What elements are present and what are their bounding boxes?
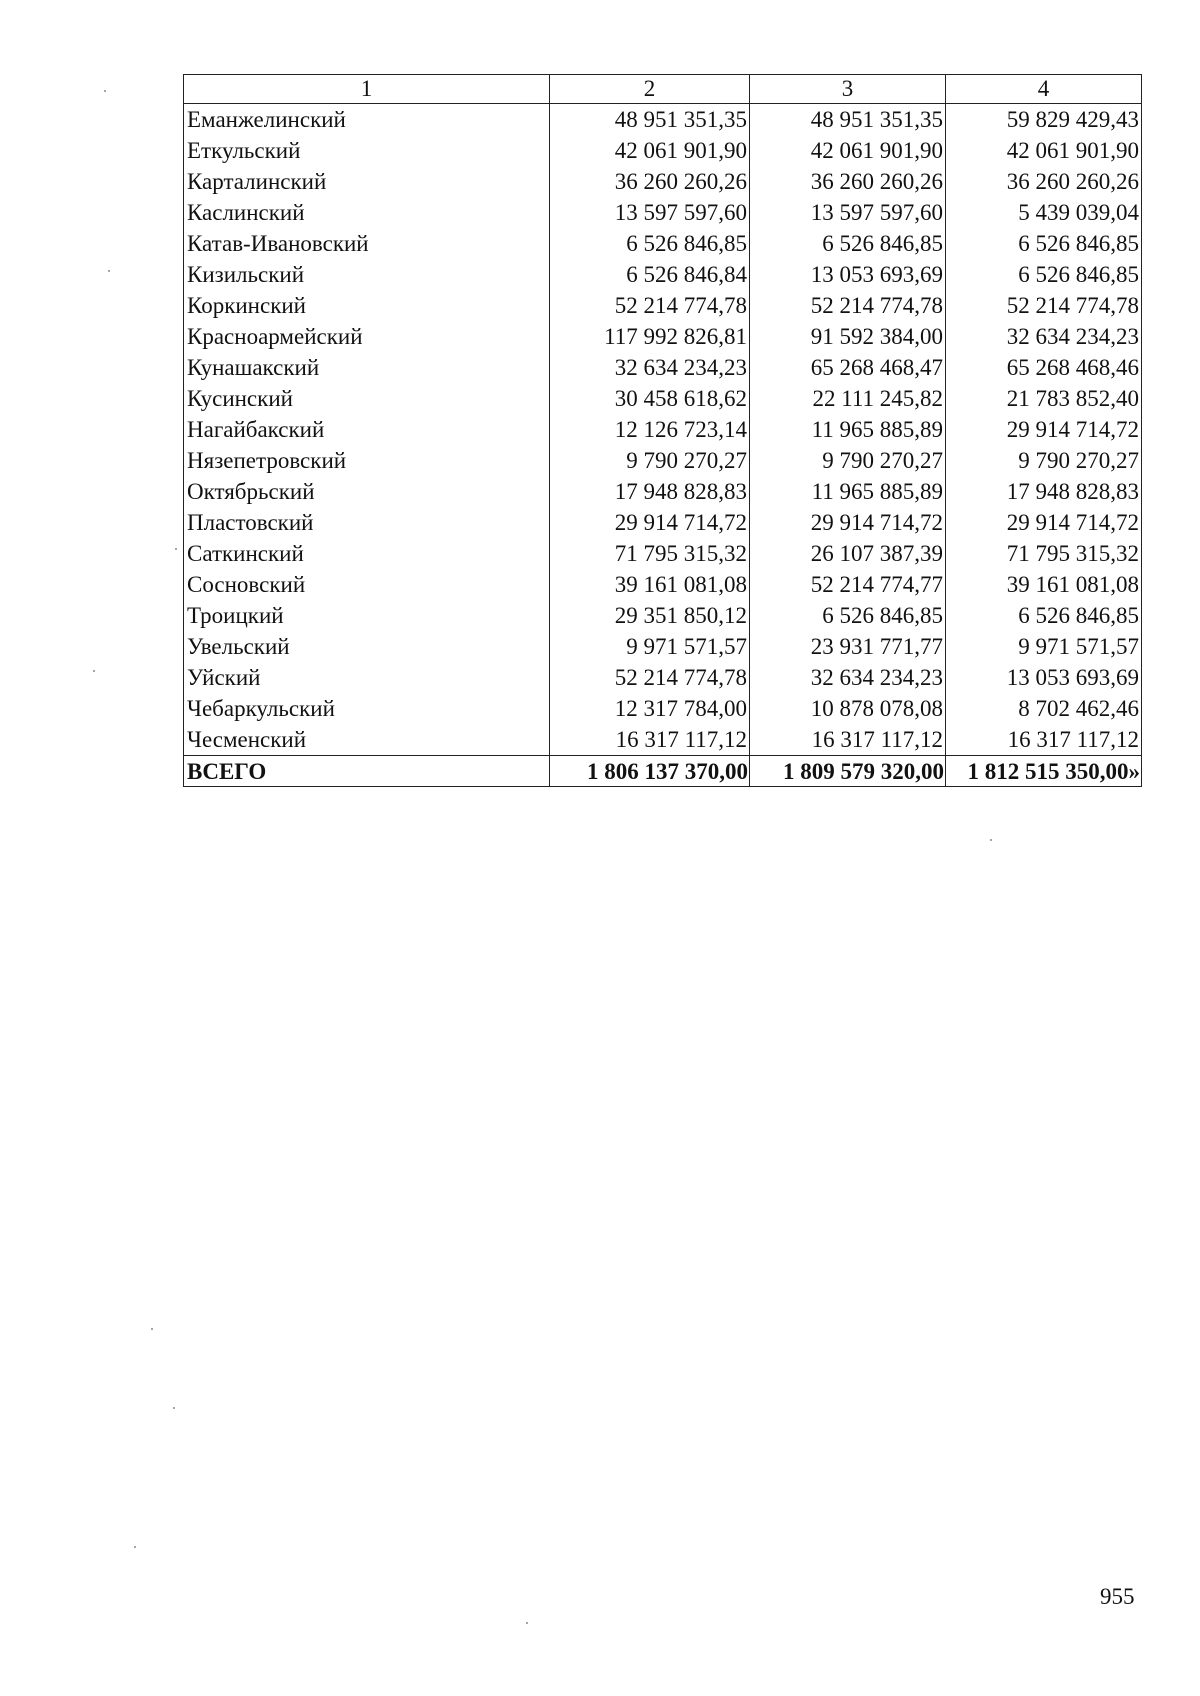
amount-col-4: 65 268 468,46 — [946, 352, 1142, 383]
amount-col-3: 6 526 846,85 — [750, 228, 946, 259]
table-row — [184, 507, 1142, 538]
column-header-4: 4 — [946, 75, 1142, 104]
amount-col-3: 23 931 771,77 — [750, 631, 946, 662]
amount-col-3: 10 878 078,08 — [750, 693, 946, 724]
table-footer — [184, 756, 1142, 787]
total-value-3: 1 809 579 320,00 — [750, 756, 946, 787]
budget-table — [183, 74, 1142, 787]
amount-col-3: 11 965 885,89 — [750, 414, 946, 445]
table-row — [184, 352, 1142, 383]
amount-col-2: 117 992 826,81 — [550, 321, 750, 352]
district-name: Увельский — [184, 631, 550, 662]
amount-col-3: 13 053 693,69 — [750, 259, 946, 290]
district-name: Кизильский — [184, 259, 550, 290]
column-header-3: 3 — [750, 75, 946, 104]
total-value-2: 1 806 137 370,00 — [550, 756, 750, 787]
district-name: Чебаркульский — [184, 693, 550, 724]
amount-col-2: 6 526 846,85 — [550, 228, 750, 259]
amount-col-2: 9 790 270,27 — [550, 445, 750, 476]
amount-col-3: 11 965 885,89 — [750, 476, 946, 507]
amount-col-3: 36 260 260,26 — [750, 166, 946, 197]
amount-col-3: 26 107 387,39 — [750, 538, 946, 569]
amount-col-2: 52 214 774,78 — [550, 662, 750, 693]
district-name: Коркинский — [184, 290, 550, 321]
amount-col-2: 39 161 081,08 — [550, 569, 750, 600]
amount-col-2: 16 317 117,12 — [550, 724, 750, 756]
total-label: ВСЕГО — [184, 756, 550, 787]
scan-speck — [108, 270, 110, 272]
amount-col-2: 12 317 784,00 — [550, 693, 750, 724]
amount-col-4: 5 439 039,04 — [946, 197, 1142, 228]
column-header-2: 2 — [550, 75, 750, 104]
district-name: Нязепетровский — [184, 445, 550, 476]
amount-col-4: 32 634 234,23 — [946, 321, 1142, 352]
amount-col-3: 48 951 351,35 — [750, 104, 946, 136]
amount-col-2: 12 126 723,14 — [550, 414, 750, 445]
amount-col-3: 16 317 117,12 — [750, 724, 946, 756]
district-name: Катав-Ивановский — [184, 228, 550, 259]
amount-col-3: 65 268 468,47 — [750, 352, 946, 383]
amount-col-4: 21 783 852,40 — [946, 383, 1142, 414]
amount-col-3: 52 214 774,78 — [750, 290, 946, 321]
amount-col-2: 52 214 774,78 — [550, 290, 750, 321]
scan-speck — [175, 548, 177, 550]
table-row — [184, 290, 1142, 321]
amount-col-2: 29 351 850,12 — [550, 600, 750, 631]
amount-col-4: 29 914 714,72 — [946, 507, 1142, 538]
district-name: Сосновский — [184, 569, 550, 600]
amount-col-4: 6 526 846,85 — [946, 600, 1142, 631]
amount-col-4: 6 526 846,85 — [946, 228, 1142, 259]
column-header-1: 1 — [184, 75, 550, 104]
table-header — [184, 75, 1142, 104]
amount-col-2: 36 260 260,26 — [550, 166, 750, 197]
table-row — [184, 259, 1142, 290]
table-row — [184, 228, 1142, 259]
amount-col-3: 32 634 234,23 — [750, 662, 946, 693]
amount-col-4: 13 053 693,69 — [946, 662, 1142, 693]
scan-speck — [173, 1407, 175, 1409]
amount-col-4: 36 260 260,26 — [946, 166, 1142, 197]
table-row — [184, 631, 1142, 662]
amount-col-4: 6 526 846,85 — [946, 259, 1142, 290]
amount-col-4: 39 161 081,08 — [946, 569, 1142, 600]
amount-col-2: 32 634 234,23 — [550, 352, 750, 383]
amount-col-3: 13 597 597,60 — [750, 197, 946, 228]
total-row — [184, 756, 1142, 787]
district-name: Чесменский — [184, 724, 550, 756]
district-name: Троицкий — [184, 600, 550, 631]
table-row — [184, 383, 1142, 414]
district-name: Карталинский — [184, 166, 550, 197]
district-name: Нагайбакский — [184, 414, 550, 445]
amount-col-2: 6 526 846,84 — [550, 259, 750, 290]
table-row — [184, 135, 1142, 166]
amount-col-4: 16 317 117,12 — [946, 724, 1142, 756]
amount-col-2: 29 914 714,72 — [550, 507, 750, 538]
amount-col-2: 71 795 315,32 — [550, 538, 750, 569]
table-body — [184, 104, 1142, 756]
amount-col-4: 9 971 571,57 — [946, 631, 1142, 662]
amount-col-4: 59 829 429,43 — [946, 104, 1142, 136]
header-row — [184, 75, 1142, 104]
scan-speck — [104, 90, 106, 92]
amount-col-3: 91 592 384,00 — [750, 321, 946, 352]
amount-col-4: 71 795 315,32 — [946, 538, 1142, 569]
district-name: Кунашакский — [184, 352, 550, 383]
amount-col-3: 29 914 714,72 — [750, 507, 946, 538]
scan-speck — [134, 1546, 136, 1548]
district-name: Пластовский — [184, 507, 550, 538]
amount-col-3: 52 214 774,77 — [750, 569, 946, 600]
table-row — [184, 724, 1142, 756]
table-row — [184, 662, 1142, 693]
table-row — [184, 414, 1142, 445]
total-value-4: 1 812 515 350,00» — [946, 756, 1142, 787]
amount-col-2: 17 948 828,83 — [550, 476, 750, 507]
amount-col-3: 22 111 245,82 — [750, 383, 946, 414]
amount-col-4: 9 790 270,27 — [946, 445, 1142, 476]
table-row — [184, 600, 1142, 631]
scan-speck — [151, 1328, 153, 1330]
amount-col-4: 52 214 774,78 — [946, 290, 1142, 321]
district-name: Каслинский — [184, 197, 550, 228]
amount-col-2: 13 597 597,60 — [550, 197, 750, 228]
scan-speck — [990, 839, 992, 841]
amount-col-2: 48 951 351,35 — [550, 104, 750, 136]
table-row — [184, 538, 1142, 569]
district-name: Кусинский — [184, 383, 550, 414]
table-row — [184, 166, 1142, 197]
table-row — [184, 321, 1142, 352]
district-name: Октябрьский — [184, 476, 550, 507]
amount-col-2: 9 971 571,57 — [550, 631, 750, 662]
amount-col-4: 17 948 828,83 — [946, 476, 1142, 507]
page-number: 955 — [1100, 1584, 1135, 1609]
scan-speck — [526, 1622, 528, 1624]
amount-col-3: 42 061 901,90 — [750, 135, 946, 166]
amount-col-2: 30 458 618,62 — [550, 383, 750, 414]
table-row — [184, 693, 1142, 724]
amount-col-4: 8 702 462,46 — [946, 693, 1142, 724]
amount-col-2: 42 061 901,90 — [550, 135, 750, 166]
amount-col-3: 6 526 846,85 — [750, 600, 946, 631]
table-row — [184, 445, 1142, 476]
amount-col-4: 42 061 901,90 — [946, 135, 1142, 166]
table-row — [184, 569, 1142, 600]
district-name: Красноармейский — [184, 321, 550, 352]
table-row — [184, 476, 1142, 507]
district-name: Еткульский — [184, 135, 550, 166]
district-name: Еманжелинский — [184, 104, 550, 136]
table-row — [184, 104, 1142, 136]
amount-col-4: 29 914 714,72 — [946, 414, 1142, 445]
table-row — [184, 197, 1142, 228]
district-name: Уйский — [184, 662, 550, 693]
scan-speck — [93, 670, 95, 672]
district-name: Саткинский — [184, 538, 550, 569]
amount-col-3: 9 790 270,27 — [750, 445, 946, 476]
